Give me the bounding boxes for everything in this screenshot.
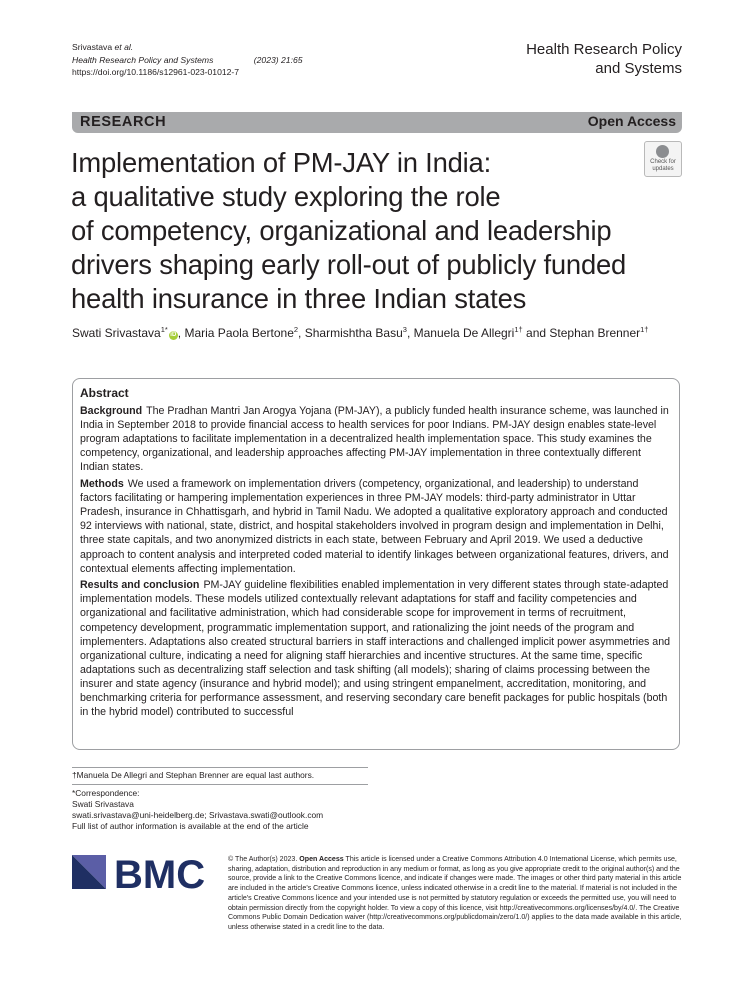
title-line: drivers shaping early roll-out of publicly funded — [71, 249, 627, 280]
abstract-methods — [80, 477, 672, 576]
author-separator: and — [522, 326, 550, 340]
citation-journal: Health Research Policy and Systems — [72, 54, 214, 65]
author-separator: , — [298, 326, 305, 340]
citation-author: Srivastava — [72, 42, 113, 52]
title-line: health insurance in three Indian states — [71, 283, 527, 314]
author-name[interactable]: Sharmishtha Basu — [304, 326, 403, 340]
abstract — [80, 386, 672, 722]
citation-et-al: et al. — [114, 42, 134, 52]
author-name[interactable]: Swati Srivastava — [72, 326, 161, 340]
journal-name — [526, 40, 682, 78]
equal-authors-footnote: †Manuela De Allegri and Stephan Brenner are equal last authors. — [72, 770, 315, 780]
section-label: Background — [80, 405, 143, 418]
citation-authors — [72, 41, 303, 54]
correspondence-emails[interactable]: swati.srivastava@uni-heidelberg.de; Srivastava.swati@outlook.com — [72, 809, 324, 820]
correspondence — [72, 788, 323, 832]
author-separator: , — [406, 326, 414, 340]
author-affiliation: 2 — [293, 325, 299, 334]
correspondence-divider — [72, 784, 368, 785]
author-affiliation: 1† — [640, 325, 649, 334]
author-name[interactable]: Stephan Brenner — [549, 326, 641, 340]
author-name[interactable]: Maria Paola Bertone — [184, 326, 294, 340]
abstract-background — [80, 404, 672, 474]
author-affiliation: 1* — [160, 325, 168, 334]
license-open-access: Open Access — [299, 856, 344, 863]
journal-name-line1: Health Research Policy — [526, 41, 682, 58]
author-info-note: Full list of author information is available at the end of the article — [72, 820, 309, 831]
title-line: of competency, organizational and leadership — [71, 215, 612, 246]
author-name[interactable]: Manuela De Allegri — [413, 326, 515, 340]
orcid-icon[interactable]: iD — [170, 332, 177, 338]
citation-header — [72, 41, 303, 79]
doi-link[interactable]: https://doi.org/10.1186/s12961-023-01012-7 — [72, 67, 240, 77]
section-text: PM-JAY guideline flexibilities enabled implementation in very different states through state-adapted implementation models. These models utilized contextually relevant adaptations for staff and facility competencies and organizational and facilitative administration, which had considerable scope for improvement in terms of recruitment, competency development, programmatic implementation support, and rationalizing the joint needs of the program and implementers. Adaptations also created structural barriers in staff interactions and challenged implicit power asymmetries and organizational culture, indicating a need for aligning staff hierarchies and incentive structures. At the same time, specific adaptations such as decentralizing staff selection and task shifting (all models); sharing of claims processing between the insurer and state agency (insurance and hybrid model); and using stringent empanelment, accreditation, monitoring, and benchmarking criteria for performance assessment, and reserving secondary care benefit packages for public hospitals (both in the hybrid model) contributed to successful — [80, 579, 671, 719]
author-affiliation: 1† — [514, 325, 523, 334]
correspondence-heading: *Correspondence: — [72, 788, 140, 798]
section-text: We used a framework on implementation drivers (competency, organizational, and leadership) to understand factors facilitating or hampering implementation experiences in three PM-JAY models: third-party administrator in Uttar Pradesh, insurance in Chhattisgarh, and hybrid in Tamil Nadu. We adopted a qualitative exploratory approach and conducted 92 interviews with national, state, district, and hospital stakeholders involved in program design and implementation in Delhi, three state capitals, and two anonymized districts in each state, between February and April 2019. We used a deductive approach to content analysis and interpreted coded material to identify linkages between organizational features, drivers, and contextual elements affecting implementation. — [80, 478, 669, 575]
citation-year: (2023) 21:65 — [253, 54, 303, 65]
section-label: Methods — [80, 478, 124, 491]
article-type-bar — [72, 112, 682, 133]
bmc-logo[interactable] — [72, 855, 212, 893]
license-body: This article is licensed under a Creative Commons Attribution 4.0 International License, which permits use, sharing, adaptation, distribution and reproduction in any medium or format, as long as you give appropriate credit to the original author(s) and the source, provide a link to the Creative Commons licence, and indicate if changes were made. The images or other third party material in this article are included in the article's Creative Commons licence, unless indicated otherwise in a credit line to the material. If material is not included in the article's Creative Commons licence and your intended use is not permitted by statutory regulation or exceeds the permitted use, you will need to obtain permission directly from the copyright holder. To view a copy of this licence, visit http://creativecommons.org/licenses/by/4.0/. The Creative Commons Public Domain Dedication waiver (http://creativecommons.org/publicdomain/zero/1.0/) applies to the data made available in this article, unless otherwise stated in a credit line to the data. — [228, 856, 682, 931]
correspondence-name: Swati Srivastava — [72, 798, 134, 809]
check-updates-line2: updates — [652, 166, 674, 172]
title-line: a qualitative study exploring the role — [71, 181, 501, 212]
article-title — [71, 146, 691, 316]
bmc-logo-text: BMC — [114, 855, 206, 893]
check-updates-line1: Check for — [650, 159, 676, 165]
article-type-label: RESEARCH — [80, 114, 167, 130]
open-access-label: Open Access — [587, 113, 676, 129]
license-notice — [228, 855, 683, 933]
author-affiliation: 3 — [402, 325, 407, 334]
citation-journal-line — [72, 54, 303, 67]
author-list — [72, 322, 692, 341]
title-line: Implementation of PM-JAY in India: — [71, 147, 491, 178]
copyright-text: © The Author(s) 2023. — [228, 856, 298, 863]
footnote-divider — [72, 767, 368, 768]
journal-name-line2: and Systems — [595, 60, 682, 77]
abstract-results — [80, 578, 672, 719]
abstract-heading: Abstract — [80, 386, 129, 400]
author-separator: , — [177, 326, 185, 340]
section-text: The Pradhan Mantri Jan Arogya Yojana (PM-JAY), a publicly funded health insurance scheme, was launched in India in September 2018 to provide financial access to health services for poor Indians. PM-JAY design enables state-level program adaptations to facilitate implementation in a decentralized health implementation space. This study examines the competency, organizational, and leadership approaches affecting PM-JAY implementation in three contextually different Indian states. — [80, 405, 669, 474]
section-label: Results and conclusion — [80, 579, 200, 592]
